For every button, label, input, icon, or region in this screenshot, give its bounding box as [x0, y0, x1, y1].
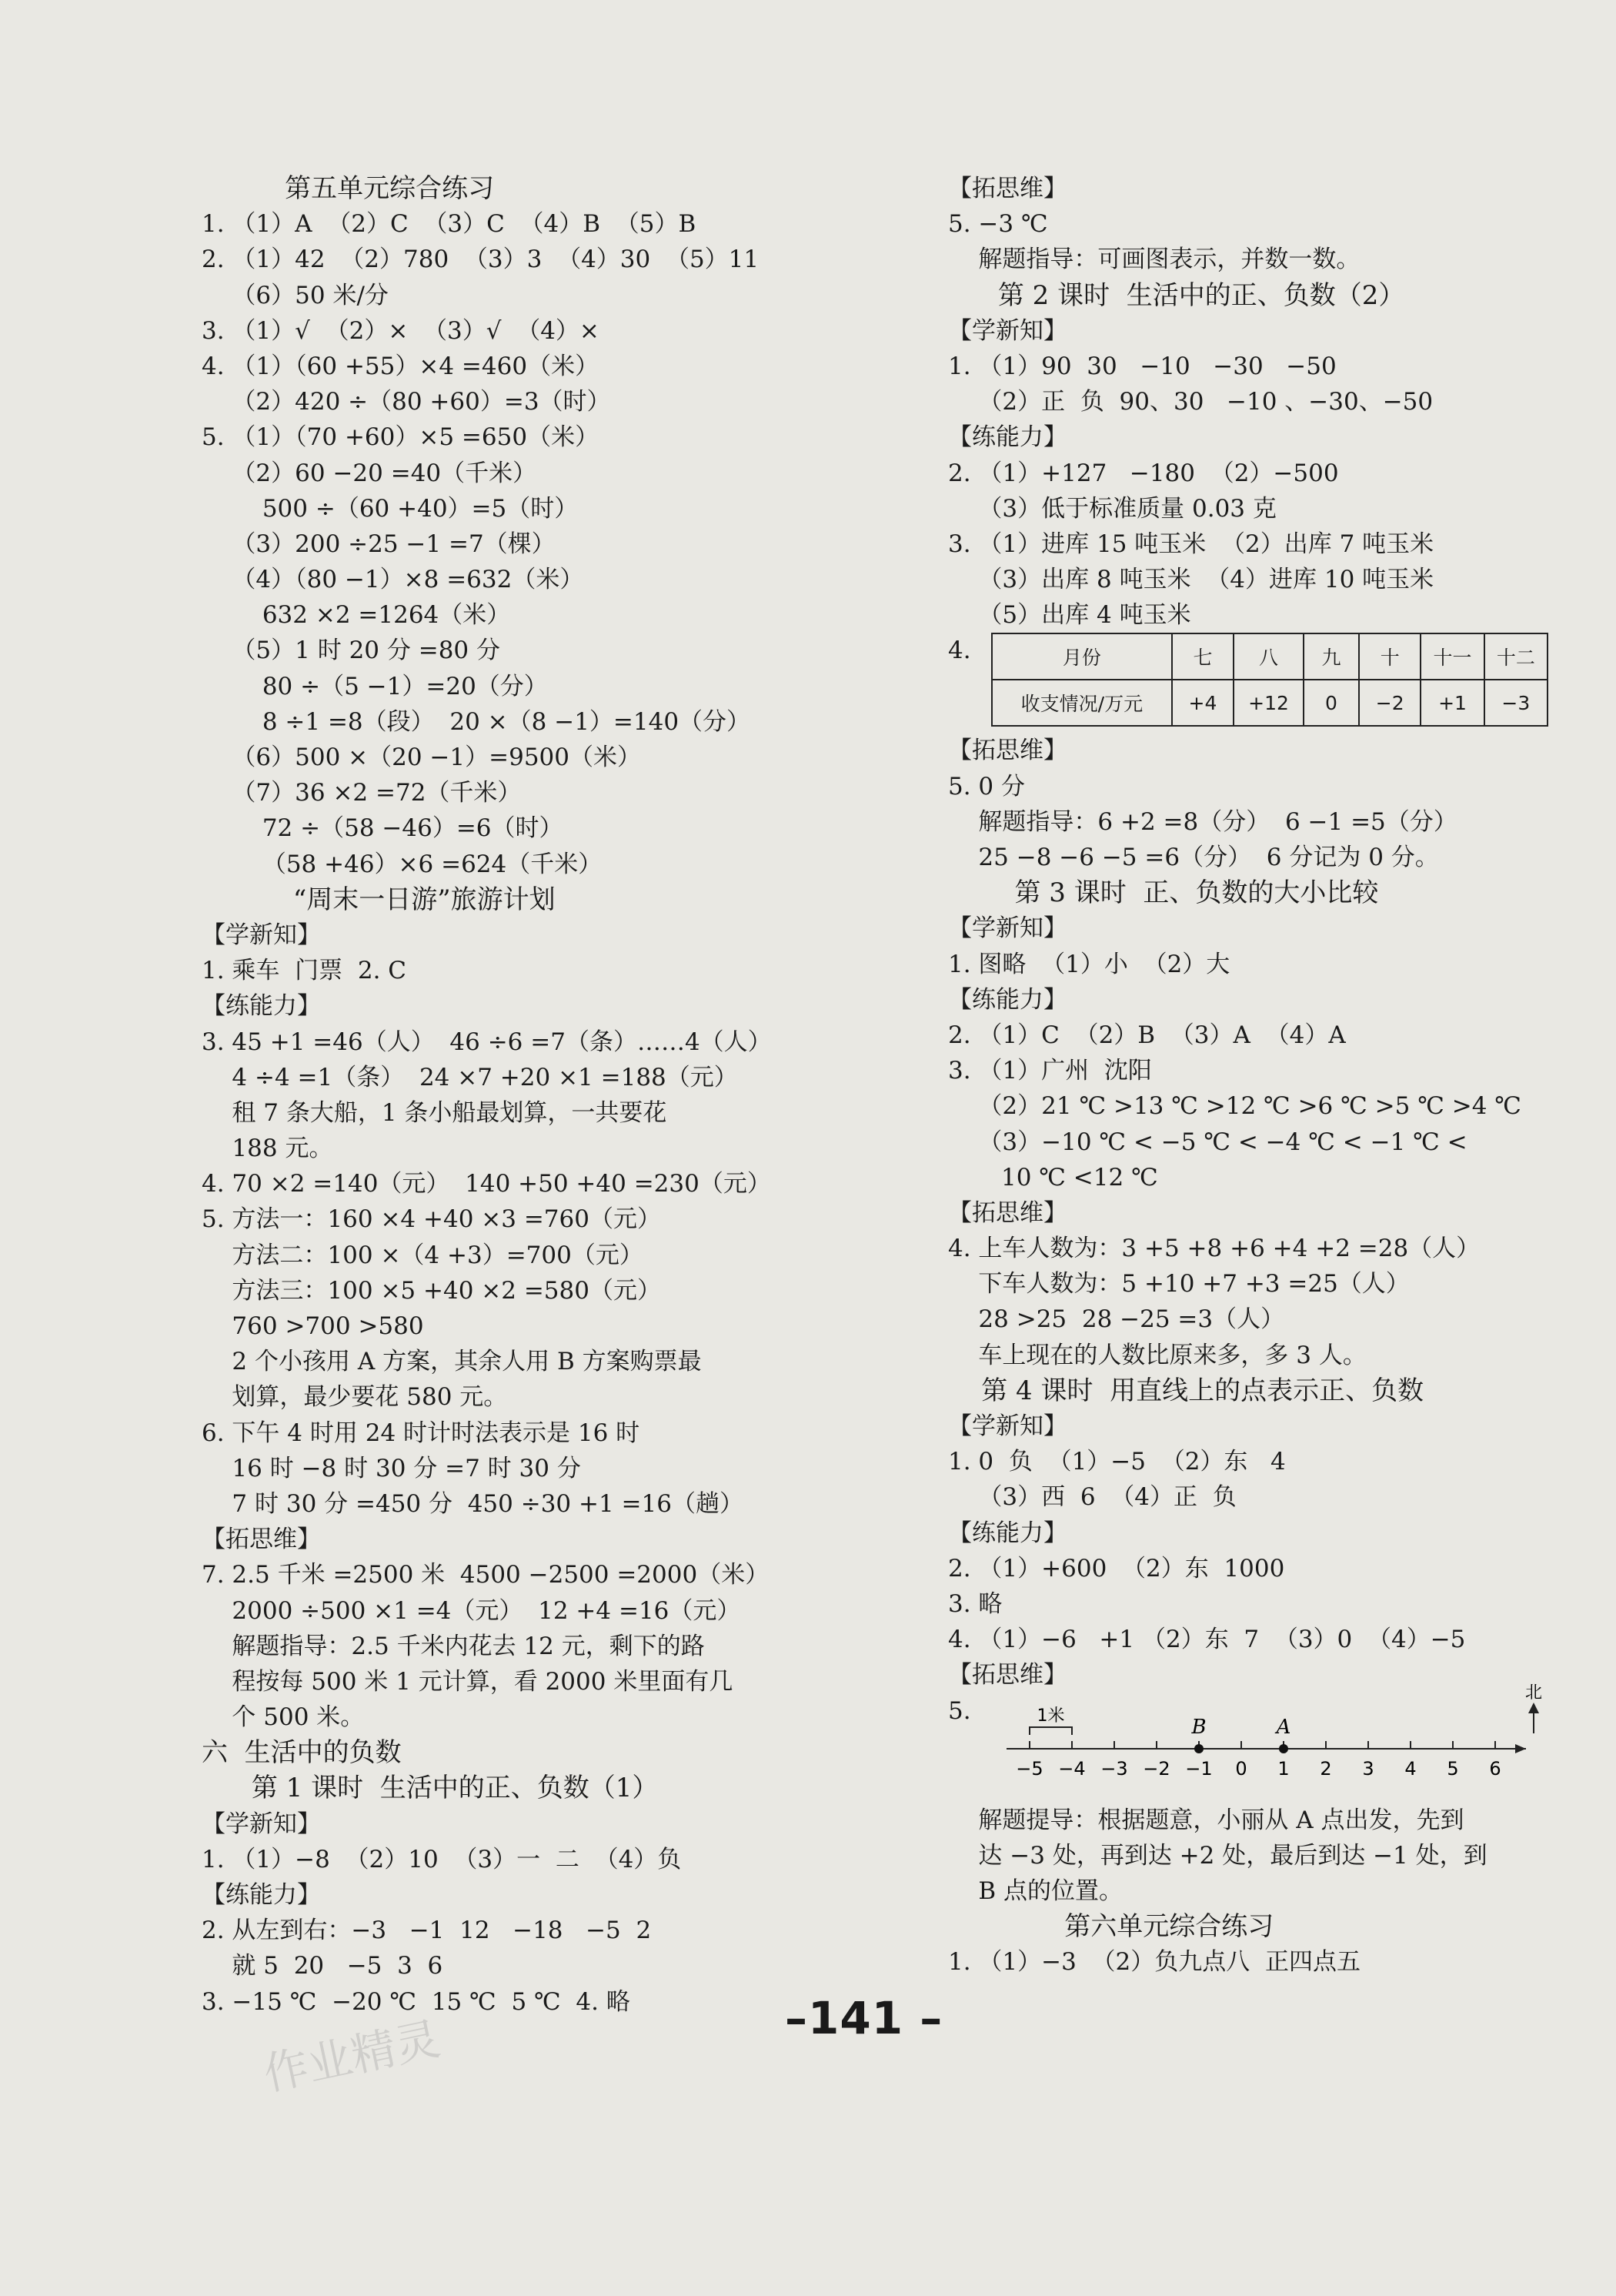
- answer-line: 3. −15 ℃ −20 ℃ 15 ℃ 5 ℃ 4. 略: [202, 1987, 630, 2016]
- table-cell: 九: [1304, 633, 1359, 680]
- answer-line: 80 ÷（5 −1）=20（分）: [202, 672, 548, 700]
- section-heading: 【练能力】: [202, 992, 321, 1021]
- answer-line: 2. （1）C （2）B （3）A （4）A: [948, 1021, 1346, 1049]
- page-number: –141 –: [785, 1992, 943, 2044]
- answer-line: 1. 图略 （1）小 （2）大: [948, 950, 1230, 978]
- section-heading: 【拓思维】: [948, 737, 1067, 765]
- answer-line: （2）正 负 90、30 −10 、−30、−50: [948, 388, 1434, 416]
- answer-line: 解题指导：可画图表示，并数一数。: [948, 246, 1361, 274]
- answer-line: 下车人数为：5 +10 +7 +3 =25（人）: [948, 1270, 1410, 1298]
- section-title: “周末一日游”旅游计划: [202, 884, 556, 915]
- answer-line: 4. （1）−6 +1 （2）东 7 （3）0 （4）−5: [948, 1626, 1466, 1654]
- answer-line: （58 +46）×6 =624（千米）: [202, 850, 603, 878]
- answer-line: （6）500 ×（20 −1）=9500（米）: [202, 744, 642, 771]
- answer-line: 个 500 米。: [202, 1703, 365, 1732]
- table-cell: 十二: [1484, 633, 1548, 680]
- answer-line: 3. （1）√ （2）× （3）√ （4）×: [202, 316, 599, 345]
- table-block: [948, 633, 1548, 733]
- answer-line: 28 >25 28 −25 =3（人）: [948, 1305, 1285, 1334]
- number-line-block: [948, 1683, 1548, 1803]
- table-cell: −2: [1359, 680, 1421, 726]
- answer-line: 3. 略: [948, 1589, 1003, 1618]
- answer-line: 车上现在的人数比原来多，多 3 人。: [948, 1341, 1367, 1369]
- section-title: 第 2 课时 生活中的正、负数（2）: [948, 279, 1405, 311]
- unit-label: 1米: [1037, 1706, 1065, 1726]
- table-cell: −3: [1484, 680, 1548, 726]
- right-column: [948, 171, 1548, 1980]
- section-heading: 【拓思维】: [948, 175, 1067, 202]
- tick-label: 5: [1447, 1757, 1459, 1780]
- answer-line: 6. 下午 4 时用 24 时计时法表示是 16 时: [202, 1419, 640, 1447]
- tick-label: 3: [1362, 1757, 1374, 1780]
- tick-label: −5: [1016, 1757, 1043, 1780]
- number-line-question-number: 5.: [948, 1696, 971, 1725]
- answer-line: 1. 0 负 （1）−5 （2）东 4: [948, 1448, 1286, 1476]
- answer-line: 租 7 条大船，1 条小船最划算，一共要花: [202, 1098, 667, 1127]
- table-cell: +1: [1421, 680, 1484, 726]
- table-cell: 月份: [992, 633, 1172, 680]
- answer-line: 划算，最少要花 580 元。: [202, 1383, 508, 1412]
- table-cell: +4: [1172, 680, 1234, 726]
- answer-line: 1. （1）A （2）C （3）C （4）B （5）B: [202, 210, 696, 239]
- table-cell: 十: [1359, 633, 1421, 680]
- table-cell: 十一: [1421, 633, 1484, 680]
- answer-line: 1. （1）90 30 −10 −30 −50: [948, 352, 1337, 380]
- answer-line: 5. 方法一：160 ×4 +40 ×3 =760（元）: [202, 1205, 661, 1234]
- answer-line: 达 −3 处，再到达 +2 处，最后到达 −1 处，到: [948, 1841, 1487, 1870]
- section-heading: 【练能力】: [202, 1881, 321, 1909]
- tick-label: −2: [1143, 1757, 1170, 1780]
- tick-label: 6: [1489, 1757, 1501, 1780]
- answer-line: （5）出库 4 吨玉米: [948, 601, 1191, 630]
- tick-label: −3: [1100, 1757, 1128, 1780]
- right-mid-block: [948, 733, 1548, 1693]
- tick-label: 2: [1320, 1757, 1332, 1780]
- section-heading: 【练能力】: [948, 423, 1067, 452]
- answer-line: 3. （1）进库 15 吨玉米 （2）出库 7 吨玉米: [948, 530, 1434, 558]
- section-heading: 【练能力】: [948, 1519, 1067, 1547]
- answer-line: 7. 2.5 千米 =2500 米 4500 −2500 =2000（米）: [202, 1561, 770, 1589]
- answer-line: （6）50 米/分: [202, 281, 389, 309]
- answer-line: 4 ÷4 =1（条） 24 ×7 +20 ×1 =188（元）: [202, 1063, 738, 1091]
- answer-line: 10 ℃ <12 ℃: [948, 1163, 1158, 1191]
- answer-line: （2）420 ÷（80 +60）=3（时）: [202, 388, 611, 416]
- answer-line: 760 >700 >580: [202, 1312, 424, 1340]
- unit-bracket: [1030, 1727, 1072, 1735]
- answer-line: 2000 ÷500 ×1 =4（元） 12 +4 =16（元）: [202, 1596, 741, 1625]
- answer-line: 16 时 −8 时 30 分 =7 时 30 分: [202, 1454, 581, 1482]
- section-title: 第五单元综合练习: [202, 173, 495, 204]
- axis-arrow: [1515, 1744, 1526, 1753]
- answer-line: （5）1 时 20 分 =80 分: [202, 637, 500, 665]
- answer-line: 2. （1）42 （2）780 （3）3 （4）30 （5）11: [202, 246, 760, 274]
- table-cell: 八: [1234, 633, 1304, 680]
- table-cell: 0: [1304, 680, 1359, 726]
- answer-line: 解题提导：根据题意，小丽从 A 点出发，先到: [948, 1806, 1464, 1834]
- answer-line: 2. （1）+127 −180 （2）−500: [948, 459, 1339, 487]
- right-bottom-block: [948, 1803, 1548, 1980]
- north-label: 北: [1524, 1683, 1543, 1703]
- answer-line: 方法二：100 ×（4 +3）=700（元）: [202, 1241, 643, 1269]
- answer-line: 4. （1）（60 +55）×4 =460（米）: [202, 352, 599, 380]
- point-label: A: [1276, 1715, 1291, 1739]
- section-heading: 【学新知】: [948, 316, 1067, 345]
- answer-line: 1. （1）−3 （2）负九点八 正四点五: [948, 1948, 1361, 1977]
- answer-line: 3. （1）广州 沈阳: [948, 1057, 1152, 1085]
- section-heading: 【练能力】: [948, 985, 1067, 1014]
- section-heading: 【拓思维】: [948, 1661, 1067, 1689]
- tick-label: 1: [1277, 1757, 1290, 1780]
- answer-line: 2 个小孩用 A 方案，其余人用 B 方案购票最: [202, 1348, 702, 1376]
- answer-line: （3）−10 ℃ < −5 ℃ < −4 ℃ < −1 ℃ <: [948, 1128, 1467, 1156]
- answer-line: 500 ÷（60 +40）=5（时）: [202, 494, 579, 523]
- point-a: [1279, 1744, 1288, 1753]
- answer-line: 4. 上车人数为：3 +5 +8 +6 +4 +2 =28（人）: [948, 1235, 1481, 1263]
- watermark: 作业精灵: [259, 2012, 445, 2101]
- table-cell: +12: [1234, 680, 1304, 726]
- answer-line: 程按每 500 米 1 元计算，看 2000 米里面有几: [202, 1667, 733, 1696]
- section-heading: 【学新知】: [202, 1810, 321, 1838]
- answer-line: 8 ÷1 =8（段） 20 ×（8 −1）=140（分）: [202, 707, 751, 736]
- answer-line: 解题指导：6 +2 =8（分） 6 −1 =5（分）: [948, 807, 1457, 836]
- answer-line: 5. （1）（70 +60）×5 =650（米）: [202, 423, 599, 452]
- tick-label: −4: [1058, 1757, 1086, 1780]
- answer-line: （3）出库 8 吨玉米 （4）进库 10 吨玉米: [948, 566, 1434, 594]
- answer-line: 5. −3 ℃: [948, 210, 1048, 239]
- answer-line: （3）西 6 （4）正 负: [948, 1483, 1237, 1512]
- tick-label: −1: [1185, 1757, 1213, 1780]
- answer-line: 632 ×2 =1264（米）: [202, 601, 511, 630]
- point-b: [1194, 1744, 1204, 1753]
- section-title: 第 1 课时 生活中的正、负数（1）: [202, 1773, 659, 1804]
- section-heading: 【学新知】: [948, 914, 1067, 943]
- answer-line: （2）60 −20 =40（千米）: [202, 459, 537, 487]
- income-table: [991, 633, 1548, 727]
- tick-label: 4: [1404, 1757, 1417, 1780]
- answer-line: 解题指导：2.5 千米内花去 12 元，剩下的路: [202, 1632, 705, 1660]
- answer-line: 3. 45 +1 =46（人） 46 ÷6 =7（条）……4（人）: [202, 1028, 772, 1056]
- answer-line: 4. 70 ×2 =140（元） 140 +50 +40 =230（元）: [202, 1170, 771, 1198]
- answer-line: 1. （1）−8 （2）10 （3）一 二 （4）负: [202, 1845, 682, 1873]
- answer-line: 方法三：100 ×5 +40 ×2 =580（元）: [202, 1276, 661, 1305]
- answer-line: 2. 从左到右：−3 −1 12 −18 −5 2: [202, 1917, 652, 1945]
- answer-line: 7 时 30 分 =450 分 450 ÷30 +1 =16（趟）: [202, 1489, 743, 1518]
- point-label: B: [1191, 1715, 1207, 1739]
- tick-label: 0: [1235, 1757, 1247, 1780]
- section-title: 第 4 课时 用直线上的点表示正、负数: [948, 1375, 1424, 1406]
- left-column: [202, 171, 863, 2020]
- answer-line: （3）低于标准质量 0.03 克: [948, 494, 1277, 523]
- section-title: 第 3 课时 正、负数的大小比较: [948, 877, 1379, 909]
- answer-line: 72 ÷（58 −46）=6（时）: [202, 814, 563, 843]
- section-heading: 【学新知】: [948, 1412, 1067, 1440]
- answer-line: 25 −8 −6 −5 =6（分） 6 分记为 0 分。: [948, 844, 1439, 871]
- number-line: [991, 1683, 1543, 1801]
- right-top-block: [948, 171, 1548, 633]
- north-arrowhead: [1528, 1703, 1539, 1713]
- answer-line: 188 元。: [202, 1135, 333, 1163]
- table-cell: 七: [1172, 633, 1234, 680]
- section-heading: 【学新知】: [202, 921, 321, 949]
- table-question-number: 4.: [948, 637, 971, 665]
- answer-line: B 点的位置。: [948, 1877, 1124, 1905]
- answer-line: （4）（80 −1）×8 =632（米）: [202, 566, 584, 594]
- section-title: 第六单元综合练习: [948, 1911, 1274, 1943]
- answer-line: 5. 0 分: [948, 772, 1026, 800]
- answer-line: 就 5 20 −5 3 6: [202, 1952, 443, 1980]
- section-heading: 【拓思维】: [948, 1198, 1067, 1227]
- table-header-row: [992, 633, 1548, 680]
- answer-line: （7）36 ×2 =72（千米）: [202, 779, 522, 807]
- answer-line: （2）21 ℃ >13 ℃ >12 ℃ >6 ℃ >5 ℃ >4 ℃: [948, 1092, 1521, 1121]
- table-row: [992, 680, 1548, 726]
- answer-line: （3）200 ÷25 −1 =7（棵）: [202, 530, 556, 558]
- section-title: 六 生活中的负数: [202, 1737, 402, 1769]
- answer-line: 1. 乘车 门票 2. C: [202, 957, 406, 985]
- section-heading: 【拓思维】: [202, 1526, 321, 1554]
- table-cell: 收支情况/万元: [992, 680, 1172, 726]
- answer-line: 2. （1）+600 （2）东 1000: [948, 1554, 1285, 1582]
